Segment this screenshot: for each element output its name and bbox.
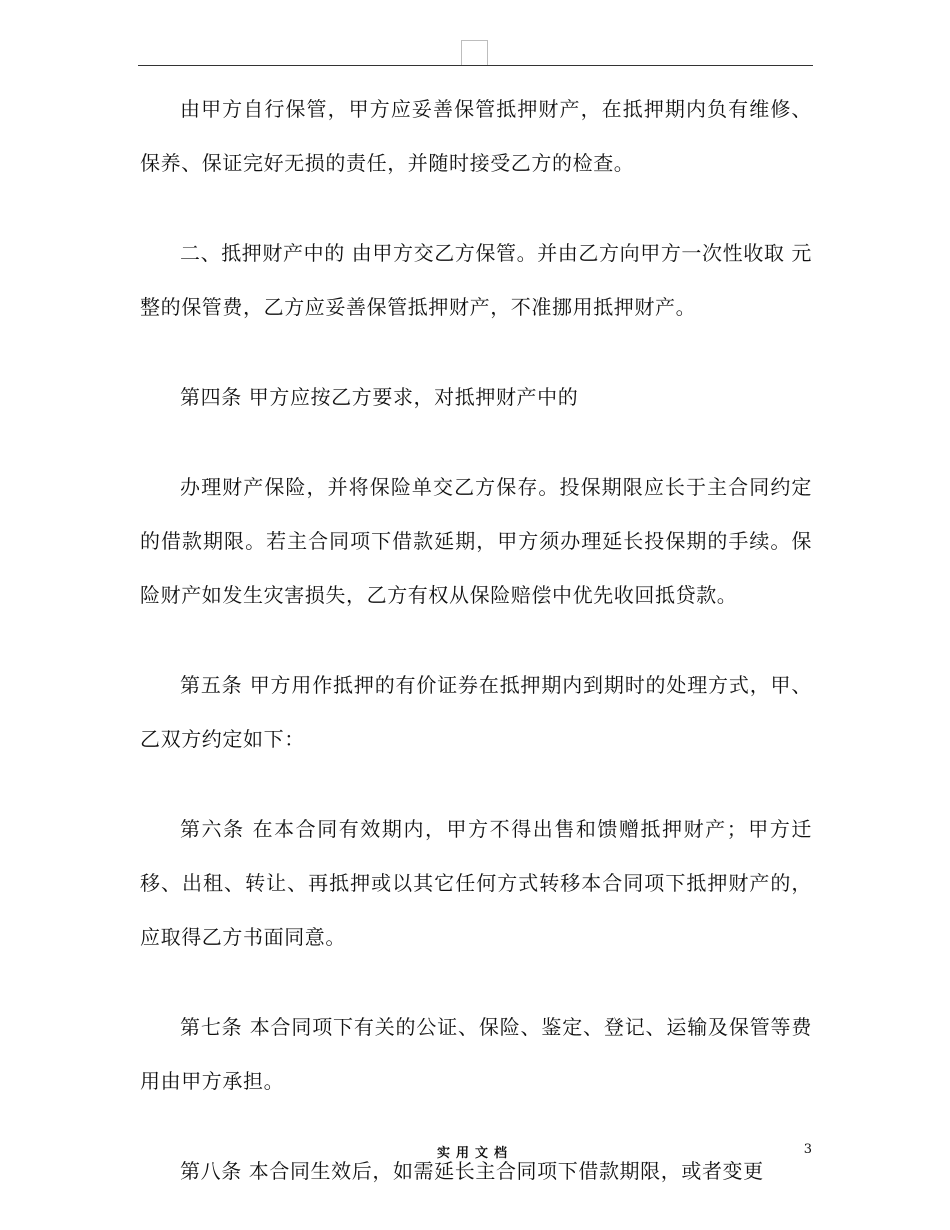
paragraph-5: 第五条 甲方用作抵押的有价证券在抵押期内到期时的处理方式，甲、乙双方约定如下：	[140, 673, 812, 751]
paragraph-8: 第八条 本合同生效后，如需延长主合同项下借款期限，或者变更	[180, 1159, 764, 1183]
document-body	[140, 82, 812, 1198]
header-rule	[138, 65, 813, 66]
paragraph-2: 二、抵押财产中的 由甲方交乙方保管。并由乙方向甲方一次性收取 元整的保管费，乙方应妥善保管抵押财产，不准挪用抵押财产。	[140, 241, 812, 319]
paragraph-1: 由甲方自行保管，甲方应妥善保管抵押财产，在抵押期内负有维修、保养、保证完好无损的责任，并随时接受乙方的检查。	[140, 97, 812, 175]
header-box	[461, 40, 488, 65]
footer-label: 实用文档	[436, 1146, 513, 1161]
paragraph-4: 办理财产保险，并将保险单交乙方保存。投保期限应长于主合同约定的借款期限。若主合同项下借款延期，甲方须办理延长投保期的手续。保险财产如发生灾害损失，乙方有权从保险赔偿中优先收回抵贷款。	[140, 475, 812, 607]
page-number: 3	[803, 1142, 812, 1157]
paragraph-6: 第六条 在本合同有效期内，甲方不得出售和馈赠抵押财产；甲方迁移、出租、转让、再抵押或以其它任何方式转移本合同项下抵押财产的，应取得乙方书面同意。	[140, 817, 812, 949]
paragraph-7: 第七条 本合同项下有关的公证、保险、鉴定、登记、运输及保管等费用由甲方承担。	[140, 1015, 812, 1093]
paragraph-3: 第四条 甲方应按乙方要求，对抵押财产中的	[180, 385, 579, 409]
